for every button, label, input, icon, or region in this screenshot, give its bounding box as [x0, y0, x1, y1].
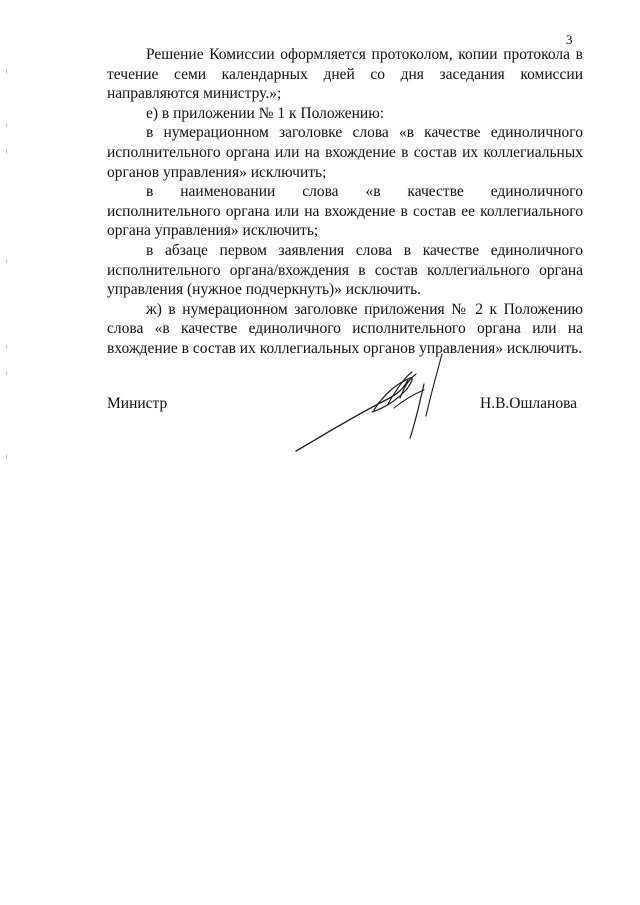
page-number: 3	[566, 32, 573, 47]
paragraph-first-abzac: в абзаце первом заявления слова в качестве единоличного исполнительного органа/вхождения в состав коллегиального органа управления (нужное подчеркнуть)» исключить.	[107, 241, 583, 299]
paragraph-commission-decision: Решение Комиссии оформляется протоколом, копии протокола в течение семи календарных дней со дня заседания комиссии направляются министру.»;	[107, 46, 583, 103]
paragraph-title-change: в наименовании слова «в качестве единоличного исполнительного органа или на вхождение в состав ее коллегиального органа управления» исключить;	[107, 183, 583, 240]
margin-scan-marks	[6, 0, 10, 905]
handwritten-signature	[292, 350, 452, 455]
signer-name: Н.В.Ошланова	[480, 395, 578, 412]
paragraph-numbering-header: в нумерационном заголовке слова «в качестве единоличного исполнительного органа или на вхождение в состав их коллегиальных органов управления» исключить;	[107, 124, 583, 181]
document-body	[107, 45, 583, 359]
signer-title: Министр	[107, 395, 168, 412]
paragraph-item-zh: ж) в нумерационном заголовке приложения № 2 к Положению слова «в качестве единоличного исполнительного органа или на вхождение в состав их коллегиальных органов управления» исключить.	[107, 300, 583, 357]
paragraph-item-e: е) в приложении № 1 к Положению:	[146, 104, 385, 122]
